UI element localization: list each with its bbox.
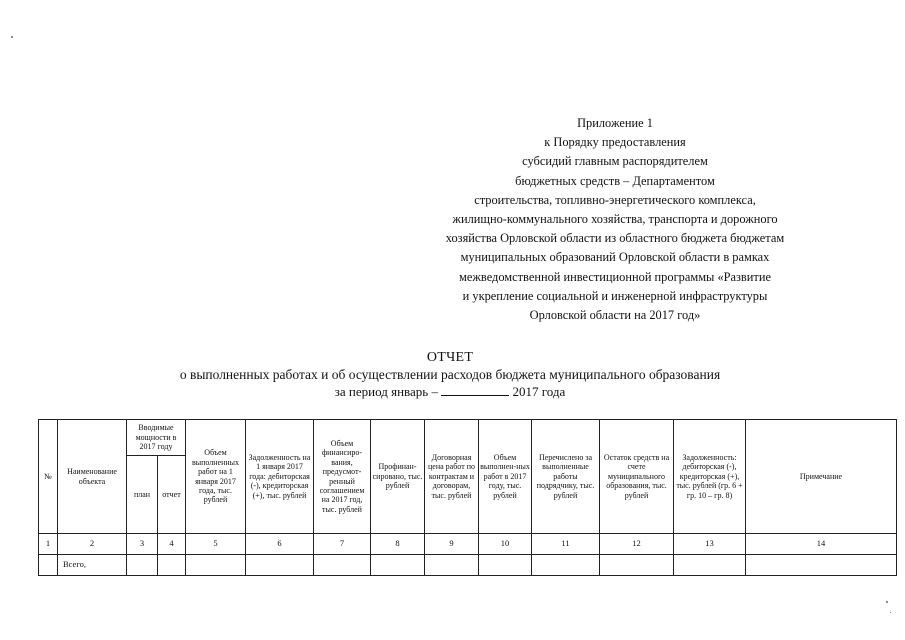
- total-cell: [127, 555, 158, 576]
- appendix-line: Орловской области на 2017 год»: [529, 308, 701, 323]
- header-work-volume-2017: Объем выполнен-ных работ в 2017 году, тыс. рублей: [479, 420, 532, 534]
- total-cell: [314, 555, 371, 576]
- header-debt-end: Задолженность: дебиторская (-), кредиторская (+), тыс. рублей (гр. 6 + гр. 10 – гр. 8): [674, 420, 746, 534]
- column-number-row: [39, 534, 897, 555]
- column-number: 3: [127, 534, 158, 555]
- header-plan: план: [127, 456, 158, 534]
- total-cell: [371, 555, 425, 576]
- scan-speck: [11, 36, 13, 38]
- header-number: №: [39, 420, 58, 534]
- total-cell: [186, 555, 246, 576]
- total-cell: [158, 555, 186, 576]
- total-cell: [532, 555, 600, 576]
- column-number: 2: [58, 534, 127, 555]
- column-number: 4: [158, 534, 186, 555]
- appendix-line: межведомственной инвестиционной программы «Развитие: [459, 269, 771, 284]
- report-title: ОТЧЕТ: [426, 350, 474, 365]
- column-number: 10: [479, 534, 532, 555]
- total-cell: [479, 555, 532, 576]
- header-financed: Профинан-сировано, тыс. рублей: [371, 420, 425, 534]
- total-cell: [425, 555, 479, 576]
- column-number: 12: [600, 534, 674, 555]
- appendix-block: [380, 114, 850, 325]
- header-debt-start: Задолженность на 1 января 2017 года: дебиторская (-), кредиторская (+), тыс. рублей: [246, 420, 314, 534]
- header-transferred: Перечислено за выполненные работы подрядчику, тыс. рублей: [532, 420, 600, 534]
- total-cell: [600, 555, 674, 576]
- column-number: 11: [532, 534, 600, 555]
- period-suffix: 2017 года: [512, 384, 566, 399]
- appendix-line: муниципальных образований Орловской области в рамках: [460, 250, 770, 265]
- appendix-line: субсидий главным распорядителем: [522, 154, 708, 169]
- column-number: 14: [746, 534, 897, 555]
- period-prefix: за период январь –: [334, 384, 438, 399]
- report-heading: [120, 349, 780, 400]
- column-number: 6: [246, 534, 314, 555]
- header-capacity-group: Вводимые мощности в 2017 году: [127, 420, 186, 456]
- report-table: [38, 419, 897, 576]
- appendix-line: строительства, топливно-энергетического комплекса,: [474, 192, 756, 207]
- appendix-line: к Порядку предоставления: [544, 135, 686, 150]
- appendix-line: хозяйства Орловской области из областного бюджета бюджетам: [445, 231, 785, 246]
- scan-speck: [886, 601, 888, 603]
- column-number: 13: [674, 534, 746, 555]
- total-row: [39, 555, 897, 576]
- report-subtitle: о выполненных работах и об осуществлении расходов бюджета муниципального образования: [179, 367, 721, 382]
- column-number: 8: [371, 534, 425, 555]
- total-cell: [674, 555, 746, 576]
- total-cell: [39, 555, 58, 576]
- report-period: [120, 383, 780, 400]
- header-work-volume-start: Объем выполненных работ на 1 января 2017 года, тыс. рублей: [186, 420, 246, 534]
- header-actual: отчет: [158, 456, 186, 534]
- total-cell: [246, 555, 314, 576]
- header-object-name: Наименование объекта: [58, 420, 127, 534]
- total-cell: [746, 555, 897, 576]
- total-label: Всего,: [58, 555, 127, 576]
- column-number: 1: [39, 534, 58, 555]
- header-contract-price: Договорная цена работ по контрактам и договорам, тыс. рублей: [425, 420, 479, 534]
- header-row: [39, 420, 897, 456]
- column-number: 5: [186, 534, 246, 555]
- appendix-line: Приложение 1: [577, 116, 653, 130]
- appendix-line: жилищно-коммунального хозяйства, транспорта и дорожного: [452, 212, 778, 227]
- period-blank-field: [441, 384, 509, 396]
- header-note: Примечание: [746, 420, 897, 534]
- column-number: 7: [314, 534, 371, 555]
- scan-speck: [890, 612, 891, 613]
- header-funding-agreement: Объем финансиро-вания, предусмот-ренный соглашением на 2017 год, тыс. рублей: [314, 420, 371, 534]
- header-balance: Остаток средств на счете муниципального образования, тыс. рублей: [600, 420, 674, 534]
- appendix-line: бюджетных средств – Департаментом: [515, 173, 715, 188]
- appendix-line: и укрепление социальной и инженерной инфраструктуры: [462, 288, 768, 303]
- column-number: 9: [425, 534, 479, 555]
